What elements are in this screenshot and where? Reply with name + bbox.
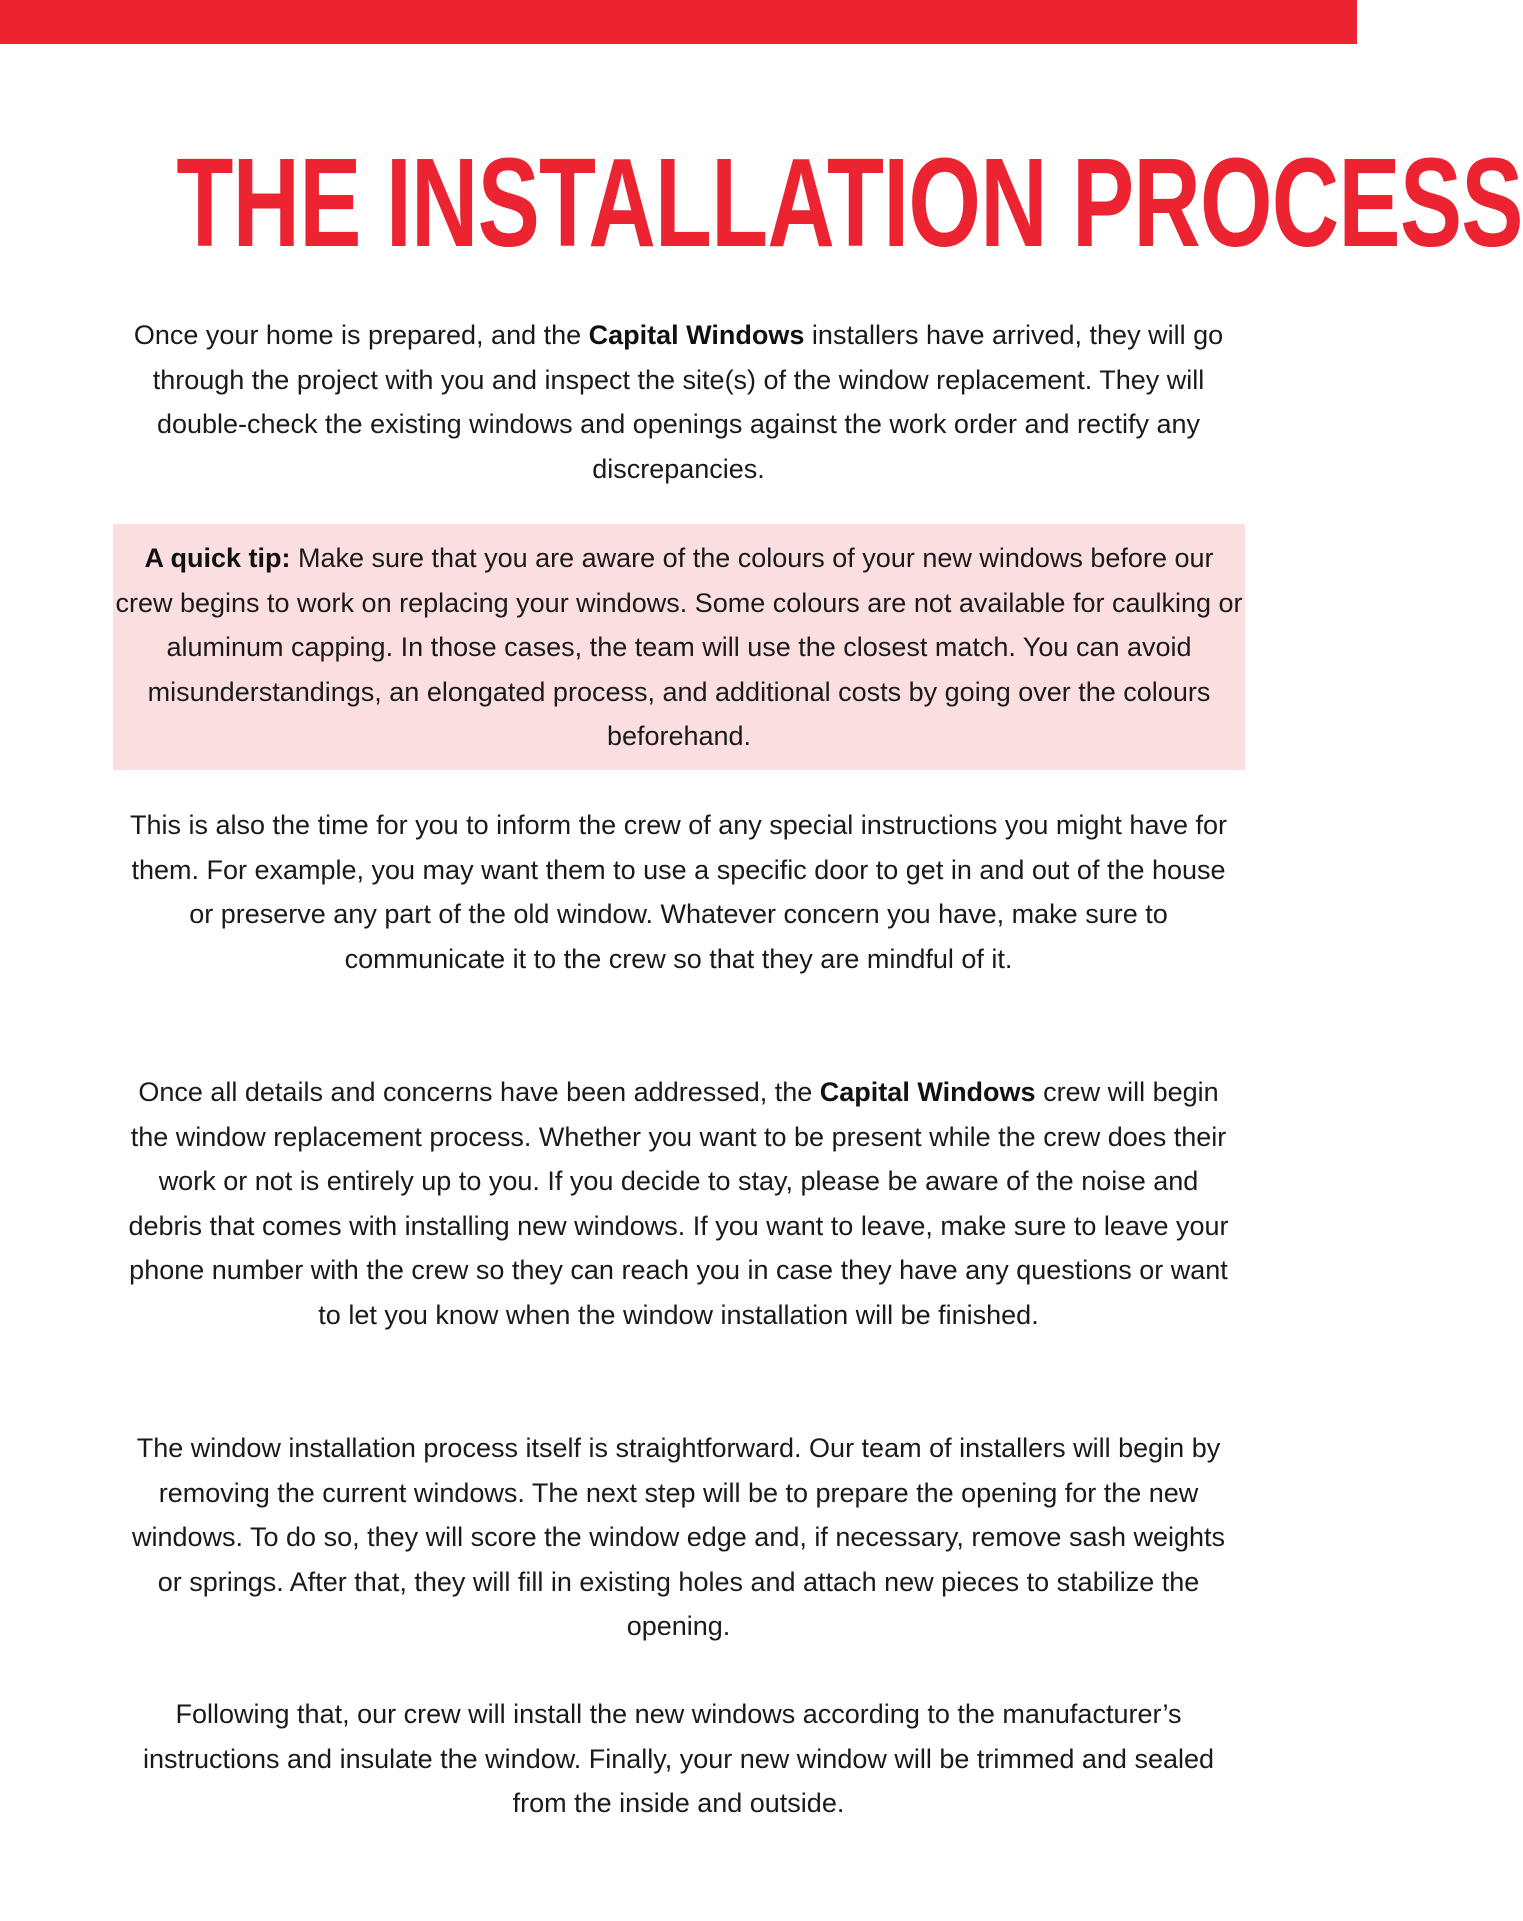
quick-tip-text: Make sure that you are aware of the colours of your new windows before our crew begins to work on replacing your windows. Some colours are not available for caulking or aluminum capping. In those cases, the team will use the closest match. You can avoid misunderstandings, an elongated process, and additional costs by going over the colours beforehand. (115, 543, 1243, 751)
finishing-paragraph: Following that, our crew will install the new windows according to the manufacturer’s instructions and insulate the window. Finally, your new window will be trimmed and sealed from the inside and outside. (142, 1699, 1215, 1818)
brand-name: Capital Windows (588, 320, 805, 350)
page-title: THE INSTALLATION PROCESS (176, 132, 1523, 273)
intro-text-after: installers have arrived, they will go through the project with you and inspect the site(s) of the window replacement. They will double-check the existing windows and openings against the work order and rectify any discrepancies. (152, 320, 1224, 484)
intro-text-before: Once your home is prepared, and the (133, 320, 589, 350)
begin-text-after: crew will begin the window replacement process. Whether you want to be present while the crew does their work or not is entirely up to you. If you decide to stay, please be aware of the noise and debris that comes with installing new windows. If you want to leave, make sure to leave your phone number with the crew so they can reach you in case they have any questions or want to let you know when the window installation will be finished. (128, 1077, 1229, 1330)
brand-name: Capital Windows (819, 1077, 1036, 1107)
top-accent-bar (0, 0, 1357, 44)
special-instructions-paragraph: This is also the time for you to inform the crew of any special instructions you might have for them. For example, you may want them to use a specific door to get in and out of the house or preserve any part of the old window. Whatever concern you have, make sure to communicate it to the crew so that they are mindful of it. (130, 810, 1227, 974)
begin-replacement-paragraph (120, 1070, 1237, 1337)
quick-tip-paragraph (113, 536, 1245, 759)
installation-process-paragraph: The window installation process itself is straightforward. Our team of installers will begin by removing the current windows. The next step will be to prepare the opening for the new windows. To do so, they will score the window edge and, if necessary, remove sash weights or springs. After that, they will fill in existing holes and attach new pieces to stabilize the opening. (131, 1433, 1226, 1641)
intro-paragraph (130, 313, 1227, 491)
quick-tip-label: A quick tip: (144, 543, 291, 573)
begin-text-before: Once all details and concerns have been addressed, the (138, 1077, 820, 1107)
